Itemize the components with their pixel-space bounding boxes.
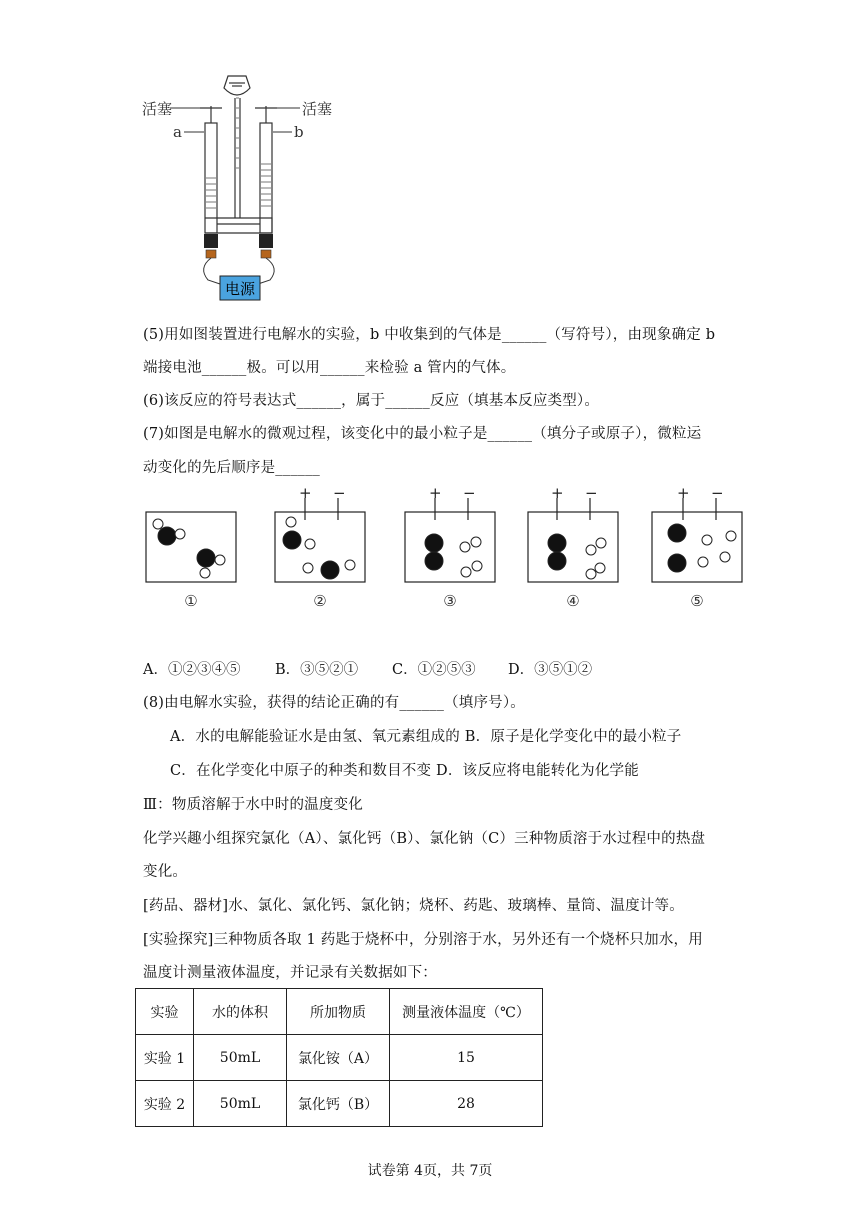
power-supply-label: 电源 — [224, 280, 256, 298]
section-3-title: Ⅲ：物质溶解于水中时的温度变化 — [143, 797, 363, 813]
q7-option-c: C．①②⑤③ — [392, 662, 476, 678]
figure-label-2: ② — [313, 592, 327, 610]
tube-a-label: a — [173, 123, 182, 141]
beaker-5 — [652, 512, 742, 582]
table-header-cell: 所加物质 — [287, 989, 390, 1035]
question-5-line-2: 端接电池______极。可以用______来检验 a 管内的气体。 — [143, 360, 516, 376]
beaker-3 — [405, 512, 495, 582]
minus-sign: − — [585, 484, 598, 502]
table-cell: 28 — [390, 1081, 543, 1127]
q7-option-d: D．③⑤①② — [508, 662, 593, 678]
table-cell: 15 — [390, 1035, 543, 1081]
table-header-cell: 实验 — [136, 989, 194, 1035]
q7-option-b: B．③⑤②① — [275, 662, 359, 678]
minus-sign: − — [333, 484, 346, 502]
figure-label-4: ④ — [566, 592, 580, 610]
figure-label-5: ⑤ — [690, 592, 704, 610]
minus-sign: − — [711, 484, 724, 502]
tube-b-label: b — [294, 123, 304, 141]
question-6: (6)该反应的符号表达式______，属于______反应（填基本反应类型）。 — [143, 393, 600, 409]
question-8-options-line-2: C．在化学变化中原子的种类和数目不变 D．该反应将电能转化为化学能 — [170, 763, 639, 779]
electrolysis-apparatus-figure — [140, 68, 360, 306]
plus-sign: + — [551, 484, 564, 502]
question-8-stem: (8)由电解水实验，获得的结论正确的有______（填序号）。 — [143, 695, 525, 711]
plus-sign: + — [677, 484, 690, 502]
question-7-line-1: (7)如图是电解水的微观过程，该变化中的最小粒子是______（填分子或原子），微粒运 — [143, 426, 702, 442]
figure-label-1: ① — [184, 592, 198, 610]
table-header-cell: 水的体积 — [194, 989, 287, 1035]
q7-option-a: A．①②③④⑤ — [143, 662, 241, 678]
table-row — [136, 1081, 543, 1127]
question-8-options-line-1: A．水的电解能验证水是由氢、氧元素组成的 B．原子是化学变化中的最小粒子 — [170, 729, 682, 745]
figure-label-3: ③ — [443, 592, 457, 610]
section-3-intro-line-1: 化学兴趣小组探究氯化（A）、氯化钙（B）、氯化钠（C）三种物质溶于水过程中的热盘 — [143, 831, 706, 847]
table-row — [136, 1035, 543, 1081]
table-cell: 实验 1 — [136, 1035, 194, 1081]
table-cell: 氯化钙（B） — [287, 1081, 390, 1127]
table-header-row — [136, 989, 543, 1035]
materials-line: [药品、器材]水、氯化、氯化钙、氯化钠；烧杯、药匙、玻璃棒、量筒、温度计等。 — [143, 898, 684, 914]
question-5-line-1: (5)用如图装置进行电解水的实验，b 中收集到的气体是______（写符号），由现象确定 b — [143, 327, 716, 343]
exploration-line-2: 温度计测量液体温度，并记录有关数据如下： — [143, 965, 437, 981]
page-footer: 试卷第 4页，共 7页 — [367, 1163, 493, 1179]
section-3-intro-line-2: 变化。 — [143, 864, 188, 880]
plus-sign: + — [429, 484, 442, 502]
table-header-cell: 测量液体温度（℃） — [390, 989, 543, 1035]
stopcock-label-left: 活塞 — [142, 100, 173, 118]
plus-sign: + — [299, 484, 312, 502]
temperature-data-table — [135, 988, 543, 1127]
table-cell: 氯化铵（A） — [287, 1035, 390, 1081]
electrolysis-micro-process-figure — [140, 484, 760, 624]
question-7-line-2: 动变化的先后顺序是______ — [143, 460, 320, 476]
exploration-line-1: [实验探究]三种物质各取 1 药匙于烧杯中，分别溶于水，另外还有一个烧杯只加水，用 — [143, 932, 703, 948]
table-cell: 实验 2 — [136, 1081, 194, 1127]
table-cell: 50mL — [194, 1081, 287, 1127]
minus-sign: − — [463, 484, 476, 502]
table-cell: 50mL — [194, 1035, 287, 1081]
stopcock-label-right: 活塞 — [302, 100, 333, 118]
